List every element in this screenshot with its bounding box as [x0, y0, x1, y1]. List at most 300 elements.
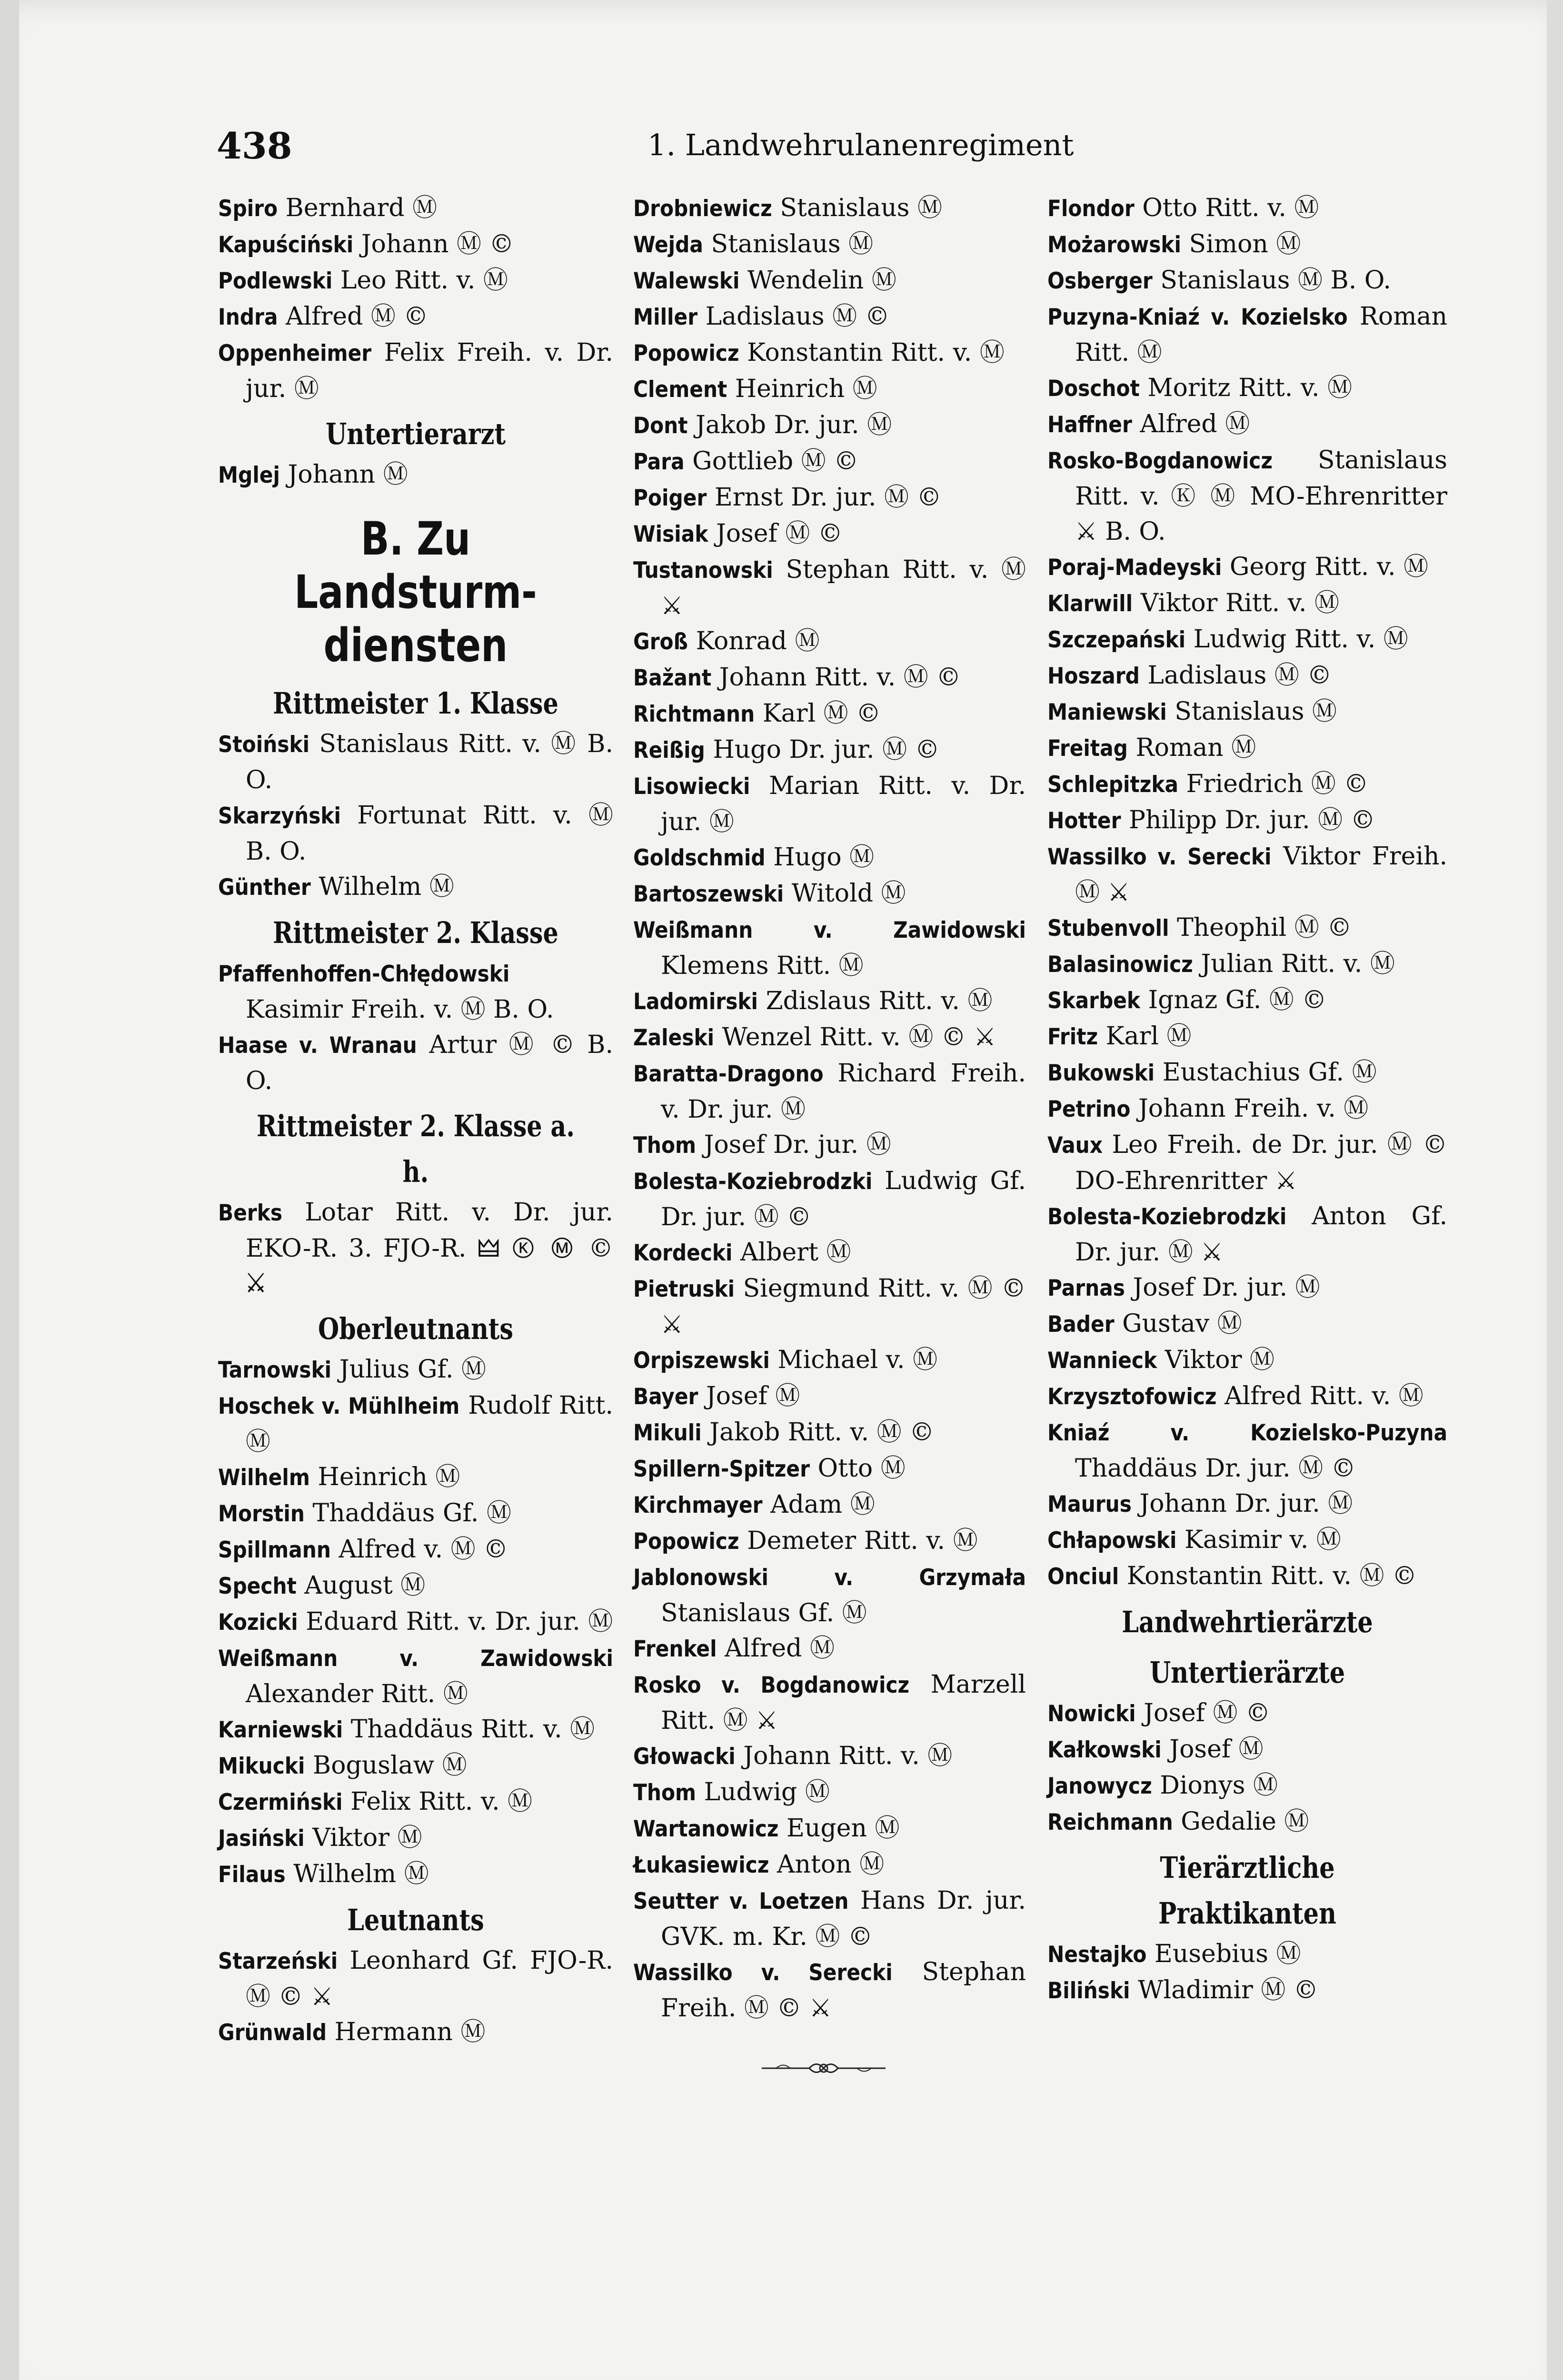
section-heading: Untertierarzt: [326, 416, 506, 451]
entry-details: Demeter Ritt. v. Ⓜ: [747, 1527, 978, 1555]
entry-surname: Rosko-Bogdanowicz: [1047, 448, 1273, 474]
list-item: [633, 1020, 1026, 1056]
entry-details: Moritz Ritt. v. Ⓜ: [1147, 374, 1353, 402]
section-heading: Rittmeister 2. Klasse: [273, 915, 558, 950]
entry-details: Wenzel Ritt. v. Ⓜ © ⚔: [722, 1023, 996, 1051]
entry-surname: Onciul: [1047, 1564, 1119, 1590]
list-item: [1047, 1091, 1447, 1127]
entry-details: Stanislaus Ⓜ: [780, 194, 942, 222]
list-item: [633, 335, 1026, 371]
list-item: [218, 263, 613, 299]
entry-surname: Głowacki: [633, 1744, 736, 1770]
entry-surname: Kapuściński: [218, 232, 354, 258]
entry-details: Zdislaus Ritt. v. Ⓜ: [766, 987, 993, 1015]
entry-surname: Wassilko v. Serecki: [1047, 844, 1272, 870]
entry-surname: Indra: [218, 304, 278, 330]
list-item: [218, 1712, 613, 1748]
entry-details: Alfred Ⓜ: [725, 1634, 835, 1663]
list-item: [633, 1631, 1026, 1667]
end-ornament: [757, 2056, 890, 2080]
list-item: [633, 768, 1026, 840]
entry-details: Rudolf Ritt. Ⓜ: [246, 1391, 614, 1456]
entry-details: Roman Ⓜ: [1135, 734, 1256, 762]
page-edge-right: [1547, 0, 1563, 2380]
entry-surname: Kordecki: [633, 1240, 733, 1266]
entry-surname: Lisowiecki: [633, 774, 750, 800]
entry-surname: Dont: [633, 413, 688, 439]
entry-surname: Bolesta-Koziebrodzki: [633, 1169, 873, 1195]
entry-details: Hans Dr. jur. GVK. m. Kr. Ⓜ ©: [661, 1886, 1026, 1951]
entry-surname: Walewski: [633, 268, 740, 294]
entry-surname: Zaleski: [633, 1025, 715, 1051]
list-item: [633, 1415, 1026, 1451]
entry-surname: Hoszard: [1047, 663, 1140, 689]
entry-details: Wilhelm Ⓜ: [293, 1860, 429, 1888]
entry-surname: Rosko v. Bogdanowicz: [633, 1672, 910, 1698]
list-item: [633, 1883, 1026, 1954]
list-item: [633, 1378, 1026, 1415]
entry-surname: Weißmann v. Zawidowski: [633, 917, 1026, 943]
entry-details: Simon Ⓜ: [1189, 230, 1301, 258]
column-1: [218, 190, 613, 2051]
entry-surname: Maurus: [1047, 1491, 1132, 1517]
entry-surname: Krzysztofowicz: [1047, 1384, 1217, 1410]
entry-surname: Seutter v. Loetzen: [633, 1888, 849, 1914]
entry-details: Thaddäus Dr. jur. Ⓜ ©: [1075, 1454, 1356, 1483]
entry-surname: Bader: [1047, 1311, 1115, 1338]
entry-surname: Kniaź v. Kozielsko-Puzyna: [1047, 1420, 1447, 1446]
list-item: [1047, 549, 1447, 585]
section-heading: Rittmeister 1. Klasse: [273, 686, 558, 721]
list-item: [633, 624, 1026, 660]
entry-surname: Biliński: [1047, 1978, 1130, 2004]
entry-details: Johann Ritt. v. Ⓜ: [743, 1742, 953, 1770]
entry-surname: Para: [633, 449, 685, 475]
entry-surname: Bolesta-Koziebrodzki: [1047, 1204, 1287, 1230]
entry-details: Roman Ritt. Ⓜ: [1075, 302, 1447, 367]
entry-details: Johann Dr. jur. Ⓜ: [1139, 1489, 1353, 1518]
entry-details: Stanislaus Ⓜ: [1175, 697, 1337, 726]
entry-details: Jakob Dr. jur. Ⓜ: [696, 411, 892, 439]
entry-details: Ludwig Ⓜ: [704, 1778, 830, 1806]
entry-surname: Drobniewicz: [633, 196, 772, 222]
list-item: [633, 983, 1026, 1020]
list-item: [633, 444, 1026, 480]
entry-surname: Mikuli: [633, 1420, 702, 1446]
list-item: [218, 457, 613, 493]
list-item: [633, 1954, 1026, 2026]
entry-details: Kasimir v. Ⓜ: [1185, 1526, 1341, 1554]
list-item: [1047, 1127, 1447, 1199]
list-item: [218, 227, 613, 263]
entry-surname: Karniewski: [218, 1717, 343, 1743]
entry-details: Stanislaus Ritt. v. Ⓜ B. O.: [246, 730, 614, 794]
entry-details: Leo Freih. de Dr. jur. Ⓜ © DO-Ehrenritter ⚔: [1075, 1130, 1447, 1195]
entry-surname: Popowicz: [633, 340, 739, 367]
section-heading: Rittmeister 2. Klasse a. h.: [256, 1109, 575, 1189]
list-item: [633, 552, 1026, 624]
entry-details: Johann Ritt. v. Ⓜ ©: [719, 663, 961, 692]
list-item: [1047, 263, 1447, 299]
entry-details: Anton Gf. Dr. jur. Ⓜ ⚔: [1075, 1202, 1447, 1267]
entry-details: Friedrich Ⓜ ©: [1186, 770, 1369, 798]
entry-surname: Balasinowicz: [1047, 952, 1193, 978]
list-item: [218, 1943, 613, 2014]
list-item: [1047, 1732, 1447, 1768]
entry-details: Gustav Ⓜ: [1122, 1309, 1242, 1338]
entry-surname: Haffner: [1047, 412, 1132, 438]
list-item: [1047, 946, 1447, 982]
section-heading: Untertierärzte: [1149, 1655, 1345, 1690]
entry-details: Wilhelm Ⓜ: [319, 873, 454, 901]
entry-details: Viktor Freih. Ⓜ ⚔: [1075, 842, 1448, 907]
list-item: [218, 1604, 613, 1640]
entry-details: Lotar Ritt. v. Dr. jur. EKO-R. 3. FJO-R. 🜲 Ⓚ Ⓜ © ⚔: [246, 1198, 613, 1298]
entry-surname: Parnas: [1047, 1275, 1125, 1301]
entry-surname: Nowicki: [1047, 1701, 1136, 1727]
entry-details: Konstantin Ritt. v. Ⓜ ©: [1126, 1562, 1417, 1590]
list-item: [218, 956, 613, 1027]
entry-details: Fortunat Ritt. v. Ⓜ B. O.: [246, 801, 614, 866]
entry-details: Eustachius Gf. Ⓜ: [1162, 1058, 1377, 1087]
list-item: [1047, 1378, 1447, 1415]
list-item: [218, 190, 613, 227]
entry-surname: Maniewski: [1047, 699, 1167, 725]
entry-details: Ignaz Gf. Ⓜ ©: [1148, 986, 1327, 1014]
list-item: [218, 726, 613, 798]
entry-surname: Łukasiewicz: [633, 1852, 769, 1878]
entry-surname: Podlewski: [218, 268, 333, 294]
entry-details: Gedalie Ⓜ: [1181, 1807, 1309, 1836]
list-item: [633, 1667, 1026, 1738]
entry-surname: Thom: [633, 1780, 697, 1806]
entry-surname: Flondor: [1047, 196, 1135, 222]
entry-details: Josef Dr. jur. Ⓜ: [1133, 1273, 1320, 1302]
list-item: [633, 1451, 1026, 1487]
entry-details: Josef Ⓜ ©: [1144, 1699, 1271, 1727]
list-item: [218, 1496, 613, 1532]
entry-details: Julius Gf. Ⓜ: [339, 1355, 486, 1384]
entry-surname: Baratta-Dragono: [633, 1061, 824, 1087]
list-item: [633, 1811, 1026, 1847]
entry-details: Thaddäus Ritt. v. Ⓜ: [350, 1715, 595, 1744]
entry-details: Georg Ritt. v. Ⓜ: [1229, 553, 1429, 581]
list-item: [1047, 1522, 1447, 1558]
entry-surname: Grünwald: [218, 2020, 327, 2046]
entry-details: Siegmund Ritt. v. Ⓜ © ⚔: [661, 1274, 1026, 1339]
entry-surname: Chłapowski: [1047, 1527, 1177, 1554]
entry-details: Jakob Ritt. v. Ⓜ ©: [709, 1418, 935, 1447]
entry-details: Bernhard Ⓜ: [285, 194, 438, 222]
entry-details: Josef Dr. jur. Ⓜ: [704, 1130, 891, 1159]
column-3: [1047, 190, 1447, 2009]
list-item: [633, 696, 1026, 732]
entry-surname: Schlepitzka: [1047, 772, 1179, 798]
entry-details: Marzell Ritt. Ⓜ ⚔: [661, 1670, 1026, 1735]
list-item: [1047, 1768, 1447, 1804]
entry-details: Stephan Freih. Ⓜ © ⚔: [661, 1958, 1026, 2023]
list-item: [1047, 443, 1447, 549]
list-item: [218, 1640, 613, 1712]
entry-surname: Hotter: [1047, 808, 1121, 834]
entry-details: Ludwig Ritt. v. Ⓜ: [1193, 625, 1408, 654]
list-item: [1047, 1696, 1447, 1732]
entry-details: Felix Freih. v. Dr. jur. Ⓜ: [246, 338, 614, 403]
column-2: [633, 190, 1026, 2026]
entry-surname: Kirchmayer: [633, 1492, 763, 1518]
list-item: [1047, 1342, 1447, 1378]
entry-surname: Wilhelm: [218, 1465, 310, 1491]
entry-details: August Ⓜ: [304, 1571, 426, 1600]
entry-surname: Skarbek: [1047, 988, 1141, 1014]
entry-details: Hugo Ⓜ: [773, 843, 875, 872]
entry-surname: Klarwill: [1047, 591, 1133, 617]
entry-surname: Kozicki: [218, 1609, 298, 1636]
entry-details: Witold Ⓜ: [791, 879, 906, 908]
list-item: [1047, 1973, 1447, 2009]
entry-details: Viktor Ritt. v. Ⓜ: [1140, 589, 1339, 617]
entry-surname: Wejda: [633, 232, 703, 258]
list-item: [218, 1568, 613, 1604]
entry-details: Hugo Dr. jur. Ⓜ ©: [713, 735, 940, 764]
entry-surname: Puzyna-Kniaź v. Kozielsko: [1047, 304, 1348, 330]
list-item: [633, 1342, 1026, 1378]
list-item: [218, 1784, 613, 1820]
entry-details: Stanislaus Gf. Ⓜ: [661, 1599, 867, 1627]
entry-surname: Stoiński: [218, 732, 310, 758]
entry-details: Ludwig Gf. Dr. jur. Ⓜ ©: [661, 1167, 1026, 1231]
entry-surname: Spillmann: [218, 1537, 331, 1563]
list-item: [1047, 910, 1447, 946]
entry-surname: Mikucki: [218, 1753, 305, 1779]
list-item: [1047, 1306, 1447, 1342]
list-item: [633, 1271, 1026, 1342]
list-item: [218, 1820, 613, 1856]
entry-surname: Nestajko: [1047, 1942, 1147, 1968]
entry-details: Alfred Ⓜ: [1140, 410, 1250, 438]
entry-details: Heinrich Ⓜ: [735, 375, 877, 403]
list-item: [633, 876, 1026, 912]
entry-surname: Filaus: [218, 1862, 286, 1888]
entry-details: Hermann Ⓜ: [334, 2018, 486, 2046]
entry-surname: Goldschmid: [633, 845, 766, 871]
entry-surname: Kałkowski: [1047, 1737, 1162, 1763]
entry-details: Alexander Ritt. Ⓜ: [246, 1680, 468, 1708]
list-item: [633, 1056, 1026, 1127]
list-item: [633, 227, 1026, 263]
section-heading: Landwehrtierärzte: [1122, 1605, 1373, 1639]
page-edge-left: [0, 0, 19, 2380]
list-item: [633, 263, 1026, 299]
entry-surname: Jasiński: [218, 1825, 305, 1852]
list-item: [218, 1532, 613, 1568]
list-item: [1047, 1270, 1447, 1306]
entry-surname: Tustanowski: [633, 557, 773, 584]
entry-details: Ladislaus Ⓜ ©: [705, 302, 890, 331]
list-item: [1047, 1055, 1447, 1091]
list-item: [1047, 1804, 1447, 1840]
entry-details: Anton Ⓜ: [777, 1850, 885, 1879]
entry-details: Alfred Ritt. v. Ⓜ: [1225, 1382, 1424, 1410]
entry-details: Adam Ⓜ: [770, 1490, 875, 1519]
list-item: [218, 1195, 613, 1301]
list-item: [1047, 622, 1447, 658]
entry-details: Klemens Ritt. Ⓜ: [661, 952, 864, 980]
list-item: [633, 1235, 1026, 1271]
list-item: [633, 1847, 1026, 1883]
entry-details: Karl Ⓜ ©: [762, 699, 881, 728]
entry-surname: Berks: [218, 1200, 283, 1226]
list-item: [1047, 1415, 1447, 1486]
entry-surname: Osberger: [1047, 268, 1153, 294]
entry-details: Stanislaus Ⓜ B. O.: [1160, 266, 1391, 295]
entry-surname: Orpiszewski: [633, 1348, 770, 1374]
list-item: [218, 798, 613, 869]
entry-details: Richard Freih. v. Dr. jur. Ⓜ: [661, 1059, 1026, 1124]
list-item: [633, 407, 1026, 444]
list-item: [633, 732, 1026, 768]
section-heading: Oberleutnants: [318, 1311, 514, 1346]
entry-surname: Vaux: [1047, 1132, 1103, 1159]
entry-details: Alfred Ⓜ ©: [286, 302, 428, 331]
entry-details: Karl Ⓜ: [1105, 1022, 1192, 1051]
list-item: [1047, 730, 1447, 766]
list-item: [1047, 227, 1447, 263]
list-item: [1047, 407, 1447, 443]
entry-surname: Mglej: [218, 462, 280, 488]
list-item: [218, 1027, 613, 1099]
entry-surname: Doschot: [1047, 376, 1140, 402]
list-item: [1047, 694, 1447, 730]
list-item: [1047, 1199, 1447, 1270]
entry-surname: Morstin: [218, 1501, 305, 1527]
entry-surname: Freitag: [1047, 735, 1128, 762]
entry-details: Otto Ⓜ: [817, 1454, 906, 1483]
entry-details: Otto Ritt. v. Ⓜ: [1142, 194, 1319, 222]
list-item: [633, 516, 1026, 552]
entry-surname: Günther: [218, 874, 311, 901]
list-item: [633, 660, 1026, 696]
entry-surname: Czermiński: [218, 1789, 343, 1815]
entry-details: Theophil Ⓜ ©: [1176, 913, 1352, 942]
entry-surname: Richtmann: [633, 701, 755, 727]
part-heading: B. Zu Landsturm-diensten: [294, 512, 537, 672]
list-item: [633, 1523, 1026, 1559]
entry-details: Artur Ⓜ © B. O.: [246, 1031, 613, 1095]
entry-details: Konstantin Ritt. v. Ⓜ: [747, 338, 1005, 367]
list-item: [633, 1738, 1026, 1775]
entry-details: Ladislaus Ⓜ ©: [1147, 661, 1332, 690]
entry-surname: Petrino: [1047, 1096, 1131, 1122]
list-item: [633, 1487, 1026, 1523]
entry-details: Viktor Ⓜ: [1165, 1346, 1274, 1374]
entry-surname: Bartoszewski: [633, 881, 784, 907]
entry-details: Philipp Dr. jur. Ⓜ ©: [1128, 806, 1375, 834]
entry-details: Eduard Ritt. v. Dr. jur. Ⓜ: [306, 1607, 613, 1636]
entry-surname: Janowycz: [1047, 1773, 1152, 1799]
entry-details: Johann Ⓜ ©: [361, 230, 514, 258]
entry-surname: Wassilko v. Serecki: [633, 1960, 893, 1986]
entry-surname: Bayer: [633, 1384, 698, 1410]
entry-details: Stephan Ritt. v. Ⓜ ⚔: [661, 555, 1026, 620]
entry-surname: Poraj-Madeyski: [1047, 555, 1222, 581]
entry-surname: Groß: [633, 629, 688, 655]
entry-surname: Reißig: [633, 737, 705, 764]
list-item: [218, 335, 613, 407]
list-item: [633, 912, 1026, 983]
list-item: [218, 1748, 613, 1784]
entry-details: Michael v. Ⓜ: [777, 1346, 938, 1374]
entry-details: Kasimir Freih. v. Ⓜ B. O.: [246, 995, 554, 1024]
entry-details: Johann Ⓜ: [288, 460, 408, 489]
list-item: [1047, 1486, 1447, 1522]
entry-surname: Pietruski: [633, 1276, 735, 1302]
entry-surname: Clement: [633, 377, 727, 403]
entry-details: Felix Ritt. v. Ⓜ: [350, 1787, 533, 1816]
list-item: [633, 190, 1026, 227]
list-item: [218, 2014, 613, 2051]
entry-details: Marian Ritt. v. Dr. jur. Ⓜ: [661, 772, 1026, 836]
list-item: [1047, 1019, 1447, 1055]
list-item: [1047, 982, 1447, 1019]
entry-details: Ernst Dr. jur. Ⓜ ©: [714, 483, 942, 512]
page-number: 438: [217, 125, 292, 167]
entry-surname: Skarzyński: [218, 803, 341, 829]
list-item: [633, 1127, 1026, 1163]
list-item: [218, 869, 613, 905]
entry-details: Leo Ritt. v. Ⓜ: [340, 266, 508, 295]
entry-details: Gottlieb Ⓜ ©: [692, 447, 859, 476]
list-item: [1047, 190, 1447, 227]
list-item: [218, 1856, 613, 1893]
list-item: [1047, 1936, 1447, 1973]
running-head: 1. Landwehrulanenregiment: [647, 128, 1074, 162]
entry-details: Albert Ⓜ: [740, 1238, 851, 1267]
entry-surname: Frenkel: [633, 1636, 717, 1662]
list-item: [633, 1559, 1026, 1631]
entry-details: Eusebius Ⓜ: [1154, 1940, 1301, 1968]
list-item: [218, 1352, 613, 1388]
entry-details: Leonhard Gf. FJO-R. Ⓜ © ⚔: [246, 1946, 613, 2011]
list-item: [1047, 370, 1447, 407]
entry-surname: Hoschek v. Mühlheim: [218, 1393, 460, 1419]
entry-surname: Stubenvoll: [1047, 915, 1169, 942]
list-item: [1047, 1558, 1447, 1595]
list-item: [1047, 803, 1447, 839]
entry-details: Stanislaus Ritt. v. Ⓚ Ⓜ MO-Ehrenritter ⚔ B. O.: [1075, 446, 1447, 546]
entry-surname: Poiger: [633, 485, 707, 511]
section-heading: Leutnants: [347, 1903, 484, 1937]
entry-surname: Tarnowski: [218, 1357, 332, 1383]
entry-surname: Możarowski: [1047, 232, 1182, 258]
entry-surname: Wisiak: [633, 521, 708, 547]
entry-details: Konrad Ⓜ: [696, 627, 820, 655]
list-item: [633, 480, 1026, 516]
entry-surname: Spiro: [218, 196, 278, 222]
entry-details: Thaddäus Gf. Ⓜ: [312, 1499, 511, 1527]
list-item: [218, 1459, 613, 1496]
list-item: [633, 1775, 1026, 1811]
entry-details: Boguslaw Ⓜ: [312, 1751, 467, 1780]
entry-surname: Reichmann: [1047, 1809, 1173, 1835]
list-item: [1047, 299, 1447, 370]
entry-surname: Pfaffenhoffen-Chłędowski: [218, 961, 510, 987]
entry-details: Viktor Ⓜ: [312, 1824, 422, 1852]
entry-surname: Wartanowicz: [633, 1816, 779, 1842]
entry-surname: Thom: [633, 1132, 697, 1159]
list-item: [1047, 658, 1447, 694]
entry-surname: Bukowski: [1047, 1060, 1155, 1086]
